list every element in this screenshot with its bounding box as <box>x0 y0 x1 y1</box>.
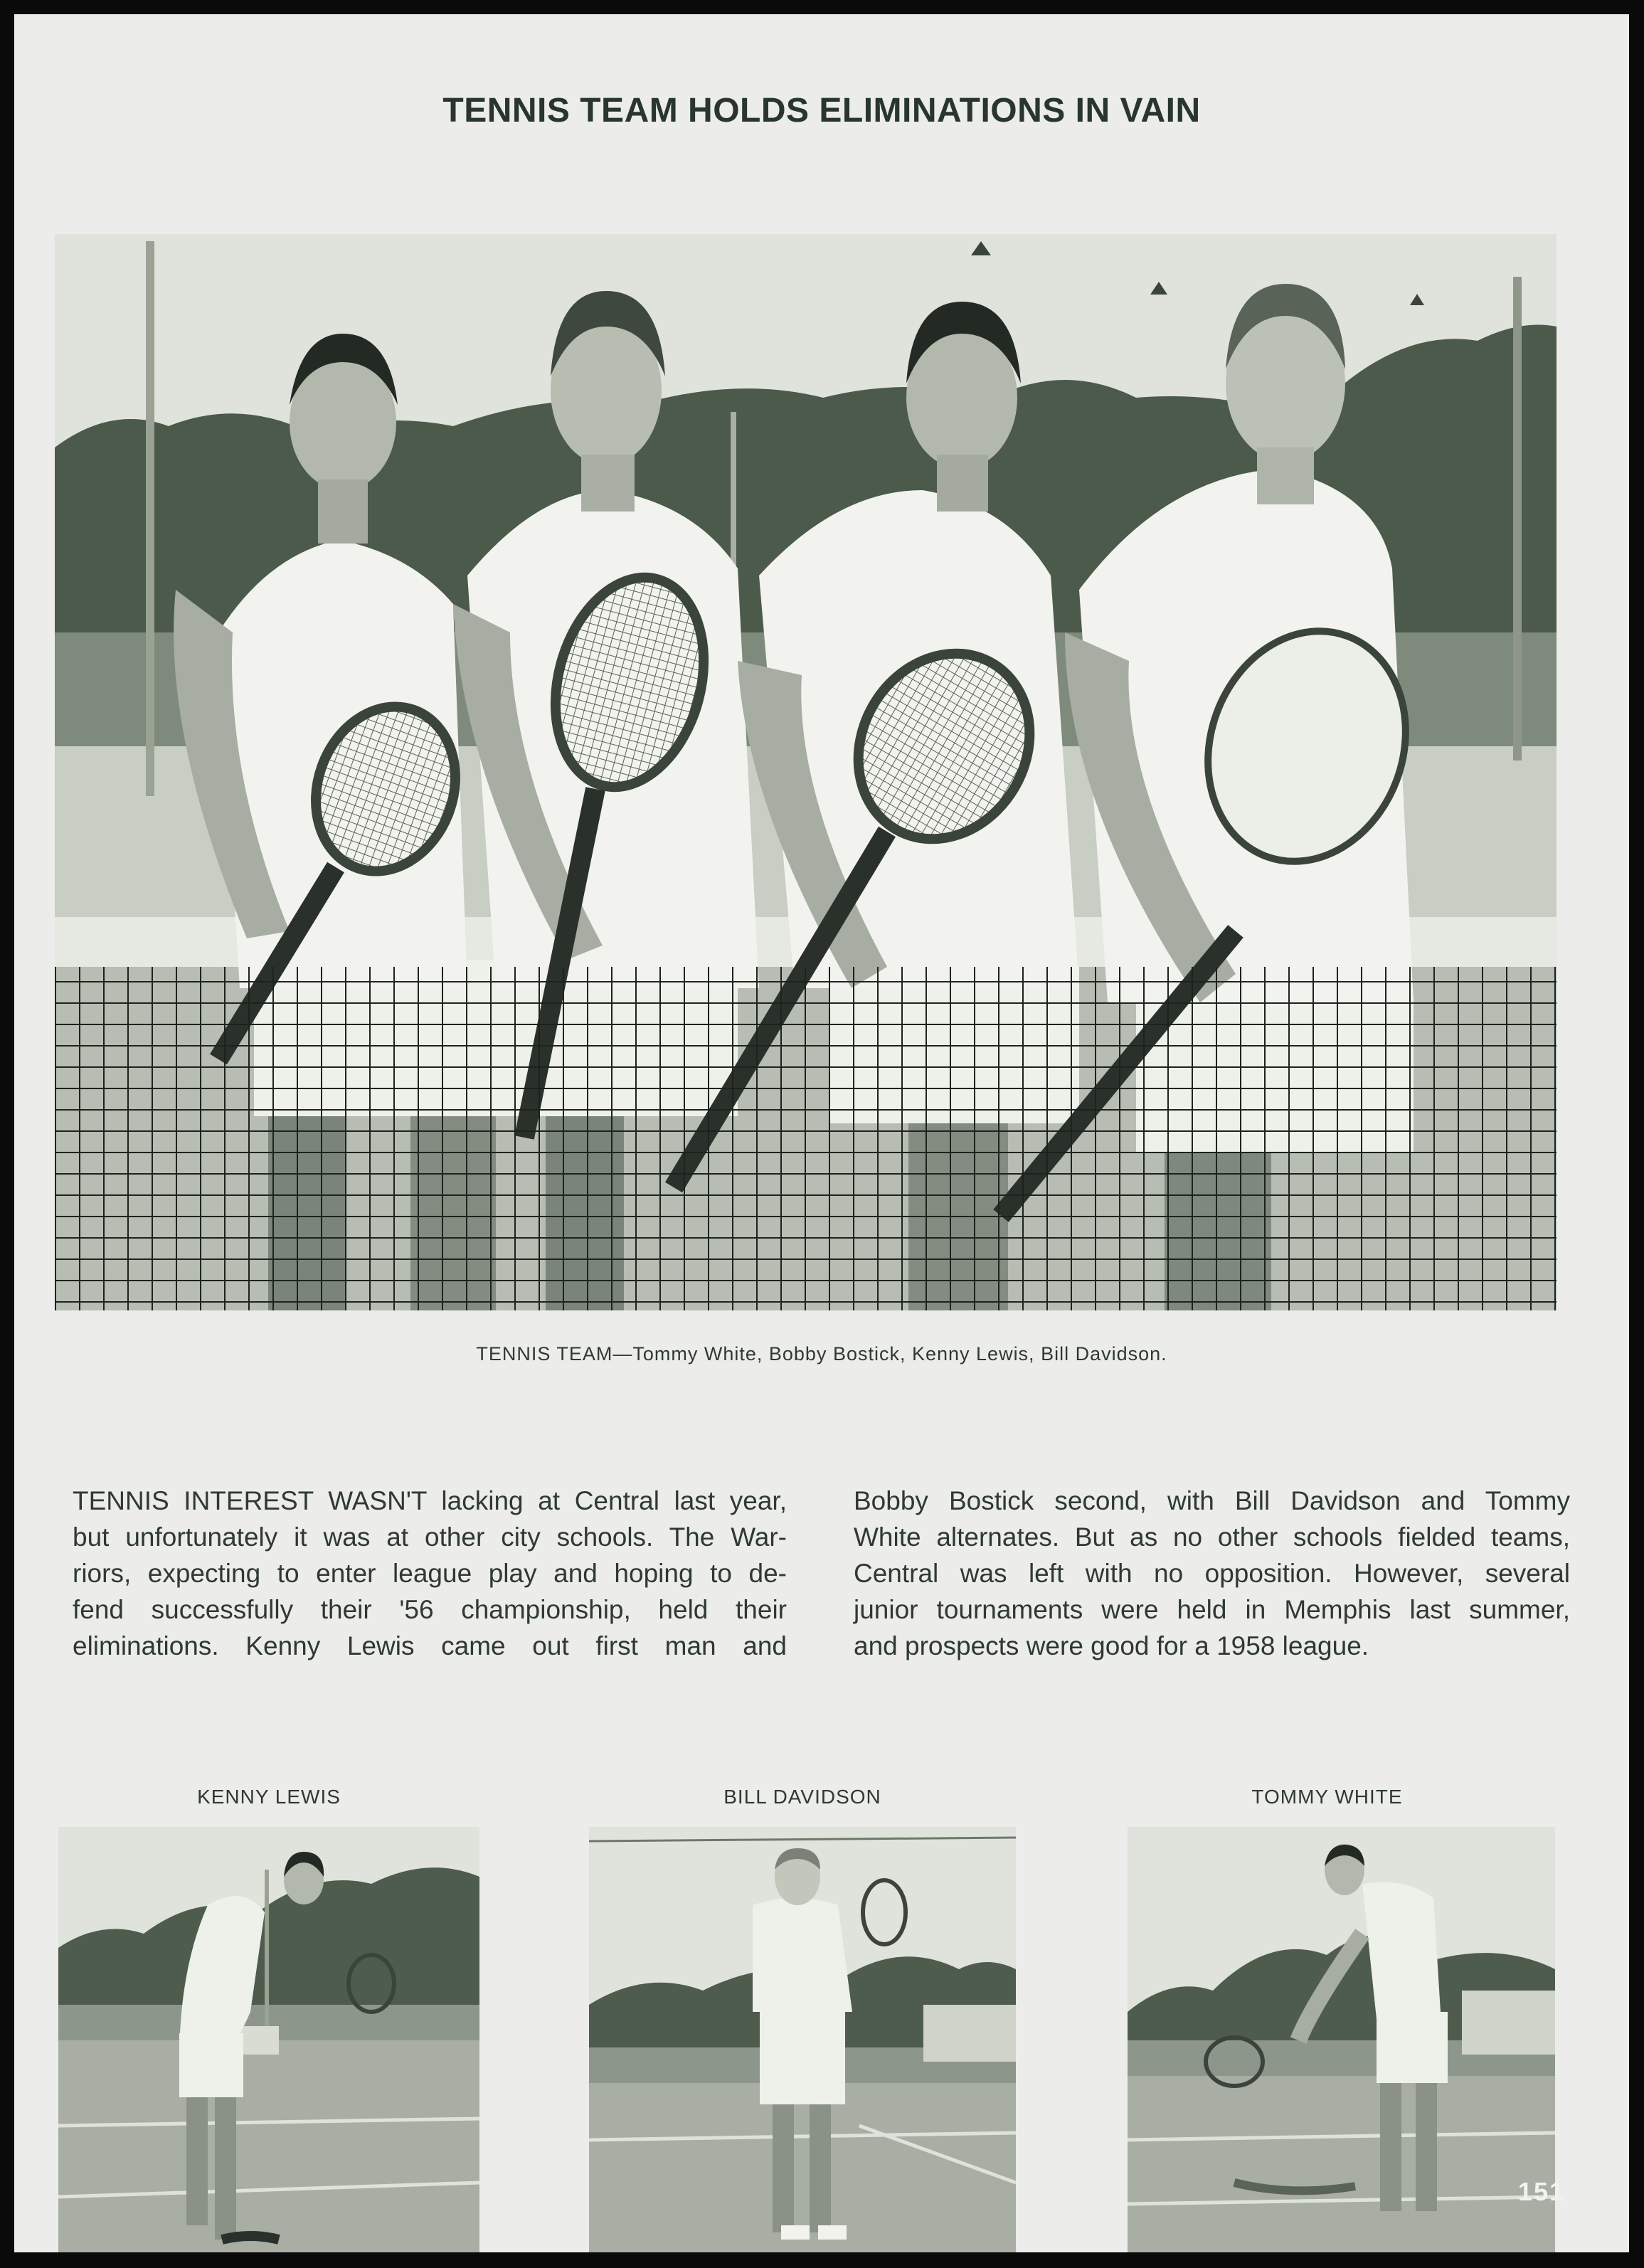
article-line: riors, expecting to enter league play and hoping to de- <box>73 1559 787 1588</box>
player-label-kenny-lewis: KENNY LEWIS <box>197 1786 341 1808</box>
article-line: White alternates. But as no other schools fielded teams, <box>854 1522 1570 1552</box>
yearbook-page <box>14 14 1629 2252</box>
article-line: and prospects were good for a 1958 league. <box>854 1631 1369 1660</box>
player-photo-image <box>589 1827 1016 2252</box>
team-photo-image <box>55 234 1557 1310</box>
article-line: Bobby Bostick second, with Bill Davidson and Tommy <box>854 1486 1570 1515</box>
player-photo-image <box>58 1827 479 2252</box>
article-column-left <box>73 1483 787 1664</box>
article-column-right <box>854 1483 1570 1664</box>
player-photo-bill-davidson <box>589 1827 1016 2252</box>
article-line: fend successfully their '56 championship, held their <box>73 1595 787 1624</box>
team-photo <box>55 234 1557 1310</box>
article-line: TENNIS INTEREST WASN'T lacking at Central last year, <box>73 1486 787 1515</box>
player-label-tommy-white: TOMMY WHITE <box>1251 1786 1403 1808</box>
article-line: Central was left with no opposition. However, several <box>854 1559 1570 1588</box>
article-line: junior tournaments were held in Memphis last summer, <box>854 1595 1570 1624</box>
player-photo-tommy-white <box>1128 1827 1555 2252</box>
article-line: eliminations. Kenny Lewis came out first man and <box>73 1631 787 1660</box>
page-number: 151 <box>1517 2177 1565 2206</box>
player-photo-kenny-lewis <box>58 1827 479 2252</box>
page-headline: TENNIS TEAM HOLDS ELIMINATIONS IN VAIN <box>442 92 1201 129</box>
team-photo-caption: TENNIS TEAM—Tommy White, Bobby Bostick, Kenny Lewis, Bill Davidson. <box>476 1343 1167 1364</box>
player-photo-image <box>1128 1827 1555 2252</box>
article-line: but unfortunately it was at other city schools. The War- <box>73 1522 787 1552</box>
player-label-bill-davidson: BILL DAVIDSON <box>723 1786 881 1808</box>
